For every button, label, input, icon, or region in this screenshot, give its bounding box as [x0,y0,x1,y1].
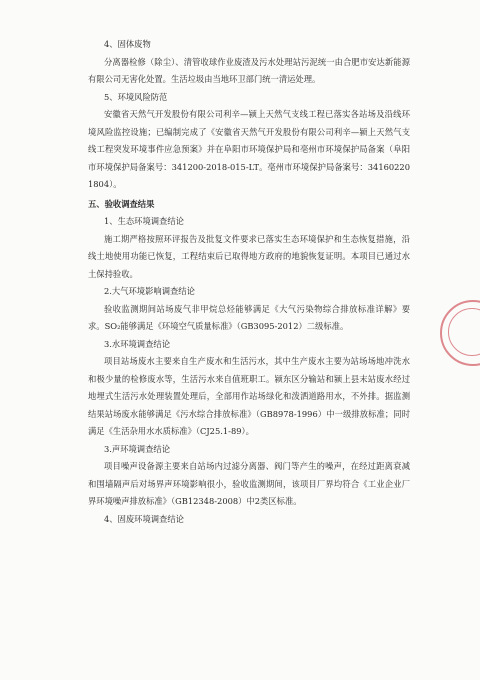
red-seal-stamp [440,300,480,366]
body-paragraph: 安徽省天然气开发股份有限公司利辛—颍上天然气支线工程已落实各站场及沿线环境风险监控设施；已编制完成了《安徽省天然气开发股份有限公司利辛—颍上天然气支线工程突发环境事件应急预案》并在阜阳市环境保护局和亳州市环境保护局备案（阜阳市环境保护局备案号：341200-2018-015-LT。亳州市环境保护局备案号：341602201804）。 [88,109,410,189]
subsection-heading: 1、生态环境调查结论 [104,216,184,226]
subsection-heading: 3.水环境调查结论 [104,338,170,349]
subsection-heading: 3.声环境调查结论 [104,443,170,454]
document-body [88,36,410,528]
subsection-heading: 5、环境风险防范 [104,91,168,102]
section-heading: 五、验收调查结果 [88,198,155,209]
seal-inner-ring [448,308,480,356]
subsection-heading: 4、固体废物 [104,39,151,49]
body-paragraph: 项目站场废水主要来自生产废水和生活污水，其中生产废水主要为站场场地冲洗水和极少量的检修废水等，生活污水来自值班职工。颍东区分输站和颍上县末站废水经过地埋式生活污水处理装置处理后，全部用作站场绿化和泼洒道路用水，不外排。据监测结果站场废水能够满足《污水综合排放标准》（GB8978-1996）中一级排放标准；同时满足《生活杂用水水质标准》（CJ25.1-89）。 [88,356,410,436]
body-paragraph: 施工期严格按照环评报告及批复文件要求已落实生态环境保护和生态恢复措施，沿线土地使用功能已恢复，工程结束后已取得地方政府的地貌恢复证明。本项目已通过水土保持验收。 [88,233,410,279]
subsection-heading: 2.大气环境影响调查结论 [104,286,195,296]
subsection-heading: 4、固废环境调查结论 [104,513,184,524]
body-paragraph: 项目噪声设备源主要来自站场内过滤分离器、阀门等产生的噪声，在经过距离衰减和围墙隔声后对场界声环境影响很小，验收监测期间，该项目厂界均符合《工业企业厂界环境噪声排放标准》（GB12348-2008）中2类区标准。 [88,461,410,506]
body-paragraph: 分离器检修（除尘）、清管收球作业废渣及污水处理站污泥统一由合肥市安达新能源有限公司无害化处置。生活垃圾由当地环卫部门统一清运处理。 [88,56,410,84]
body-paragraph: 验收监测期间站场废气非甲烷总烃能够满足《大气污染物综合排放标准详解》要求。SO₂能够满足《环境空气质量标准》（GB3095-2012）二级标准。 [88,303,410,331]
